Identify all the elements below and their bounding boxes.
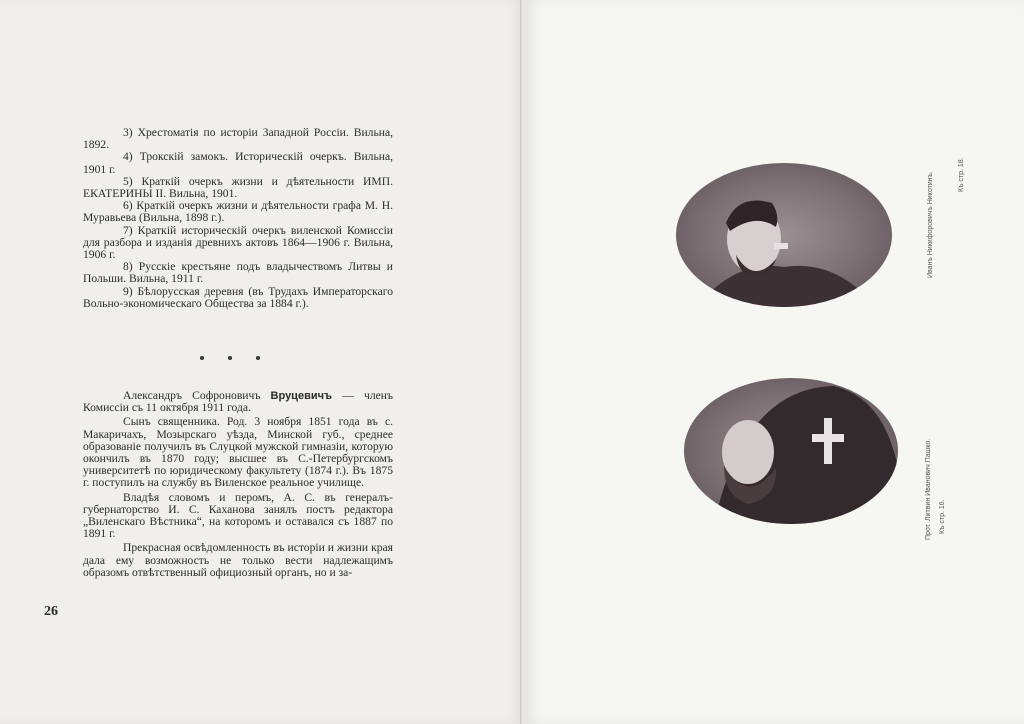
biography — [83, 390, 393, 581]
bio-paragraph: Прекрасная освѣдомленность въ исторіи и жизни края дала ему возможность не только вести надлежащимъ образомъ отвѣтственный официозный органъ, но и за- — [83, 541, 393, 579]
portrait-photo — [684, 378, 898, 524]
list-item: 9) Бѣлорусская деревня (въ Трудахъ Императорскаго Вольно-экономическаго Общества за 1884 г.). — [83, 284, 393, 310]
list-item: 7) Краткій историческій очеркъ виленской Комиссіи для разбора и изданія древнихъ актовъ 1864—1906 г. Вильна, 1906 г. — [83, 223, 393, 262]
list-item: 6) Краткій очеркъ жизни и дѣятельности графа М. Н. Муравьева (Вильна, 1898 г.). — [83, 199, 393, 225]
section-separator — [200, 356, 280, 366]
portrait-caption: Прот. Литвин Иванович Пашко. — [925, 438, 932, 540]
list-item: 3) Хрестоматія по исторіи Западной Россіи. Вильна, 1892. — [83, 126, 393, 152]
portrait-page-ref: Къ стр. 18. — [958, 157, 965, 192]
portrait-photo — [676, 163, 892, 307]
portrait-page-ref: Къ стр. 16. — [939, 499, 946, 534]
portrait-priest-cross-icon — [684, 378, 898, 524]
bio-name-suffix: — членъ Комиссіи съ 11 октября 1911 года. — [83, 389, 393, 415]
bio-heading — [83, 390, 393, 414]
list-item: 4) Трокскій замокъ. Историческій очеркъ. Вильна, 1901 г. — [83, 150, 393, 176]
portrait-caption: Иванъ Никифоровичъ Никотинъ. — [927, 171, 934, 278]
portrait-man-beard-icon — [676, 163, 892, 307]
bio-paragraph: Сынъ священника. Род. 3 ноября 1851 года въ с. Макаричахъ, Мозырскаго уѣзда, Минской губ., среднее образованіе получилъ въ Слуцкой мужской гимназіи, которую окончилъ въ 1870 году; высшее въ С.-Петербургскомъ университетѣ по юридическому факультету (1874 г.). Въ 1875 г. поступилъ на службу въ Виленское реальное училище. — [83, 415, 393, 490]
page-number: 26 — [44, 604, 58, 619]
right-page — [524, 0, 1024, 724]
bio-paragraph: Владѣя словомъ и перомъ, А. С. въ генералъ-губернаторство И. С. Каханова занялъ постъ редактора „Виленскаго Вѣстника“, на которомъ и оставался съ 1887 по 1891 г. — [83, 490, 393, 541]
publication-list — [83, 127, 393, 310]
list-item: 5) Краткій очеркъ жизни и дѣятельности ИМП. ЕКАТЕРИНЫ II. Вильна, 1901. — [83, 174, 393, 201]
bio-surname: Вруцевичъ — [270, 390, 332, 402]
bio-name-prefix: Александръ Софроновичъ — [123, 389, 261, 402]
list-item: 8) Русскіе крестьяне подъ владычествомъ Литвы и Польши. Вильна, 1911 г. — [83, 260, 393, 286]
